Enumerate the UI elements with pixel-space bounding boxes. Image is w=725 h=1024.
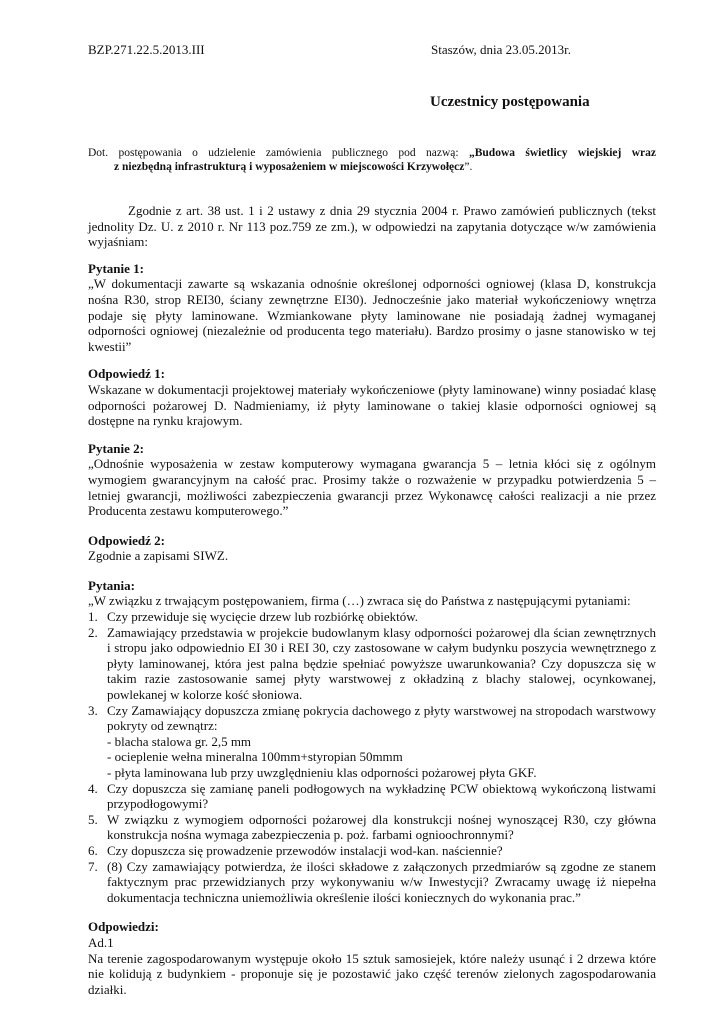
answer-label: Ad.1: [88, 934, 114, 950]
list-item-number: 1.: [88, 609, 98, 625]
list-item-text: Zamawiający przedstawia w projekcie budowlanym klasy odporności pożarowej dla ścian zewnętrznych i stropu jako odpowiednio EI 30 i REI 30, czy zastosowane w całym budynku poszycia wewnętrznego z płyty laminowanej, która jest palna będzie spełniać powyższe uwarunkowania? Czy dopuszcza się w takim razie zastosowanie samej płyty warstwowej z okładziną z blachy stalowej, ocynkowanej, powlekanej w kolorze kość słoniowa.: [107, 624, 656, 703]
list-item-number: 2.: [88, 624, 98, 640]
list-item-number: 3.: [88, 702, 98, 718]
list-item-text: Czy Zamawiający dopuszcza zmianę pokrycia dachowego z płyty warstwowej na stropodach warstwowy pokryty od zewnątrz:: [107, 702, 656, 734]
questions-list: [88, 609, 656, 905]
list-subitem: - płyta laminowana lub przy uwzględnieniu klas odporności pożarowej płyta GKF.: [107, 765, 537, 780]
question-1-heading: Pytanie 1:: [88, 260, 144, 276]
document-title: Uczestnicy postępowania: [430, 94, 590, 110]
list-item: [88, 703, 656, 781]
list-item-number: 5.: [88, 811, 98, 827]
answer-2-heading: Odpowiedź 2:: [88, 532, 165, 548]
list-item-text: Czy dopuszcza się zamianę paneli podłogowych na wykładzinę PCW obiektową wykończoną listwami przypodłogowymi?: [107, 780, 656, 812]
list-item: [88, 843, 656, 859]
list-item-text: (8) Czy zamawiający potwierdza, że ilości składowe z załączonych przedmiarów są zgodne ze stanem faktycznym prac przewidzianych przy wykonywaniu w/w Inwestycji? Zwracamy uwagę iż niepełna dokumentacja techniczna uniemożliwia określenie ilości koniecznych do wykonania prac.”: [107, 858, 656, 905]
subject-label: Dot. postępowania o udzielenie zamówienia publicznego pod nazwą:: [88, 147, 469, 159]
subject-block: [88, 146, 656, 174]
list-item-number: 4.: [88, 780, 98, 796]
subject-name-line2: z niezbędną infrastrukturą i wyposażeniem w miejscowości Krzywołęcz: [114, 161, 465, 173]
answer-2-text: Zgodnie a zapisami SIWZ.: [88, 548, 229, 564]
questions-heading: Pytania:: [88, 577, 135, 593]
list-item-text: W związku z wymogiem odporności pożarowej dla konstrukcji nośnej wynoszącej R30, czy główna konstrukcja nośna wymaga zabezpieczenia p. poż. farbami ognioochronnymi?: [107, 811, 656, 843]
list-item: [88, 609, 656, 625]
question-2-heading: Pytanie 2:: [88, 440, 144, 456]
reference-number: BZP.271.22.5.2013.III: [88, 42, 205, 57]
list-item-text: Czy przewiduje się wycięcie drzew lub rozbiórkę obiektów.: [107, 609, 419, 625]
question-2-text: „Odnośnie wyposażenia w zestaw komputerowy wymagana gwarancja 5 – letnia kłóci się z ogólnym wymogiem gwarancyjnym na całość prac. Prosimy także o rozważenie w przypadku potwierdzenia 5 – letniej gwarancji, możliwości zabezpieczenia gwarancji przez Wykonawcę całości realizacji a nie przez Producenta zestawu komputerowego.”: [88, 456, 656, 519]
answer-1-heading: Odpowiedź 1:: [88, 366, 165, 382]
list-item-number: 7.: [88, 858, 98, 874]
answers-heading: Odpowiedzi:: [88, 919, 159, 935]
intro-paragraph: Zgodnie z art. 38 ust. 1 i 2 ustawy z dnia 29 stycznia 2004 r. Prawo zamówień publicznych (tekst jednolity Dz. U. z 2010 r. Nr 113 poz.759 ze zm.), w odpowiedzi na zapytania dotyczące w/w zamówienia wyjaśniam:: [88, 203, 656, 250]
answer-1-text: Wskazane w dokumentacji projektowej materiały wykończeniowe (płyty laminowane) winny posiadać klasę odporności pożarowej D. Nadmieniamy, iż płyty laminowane o takiej klasie odporności ogniowej są dostępne na rynku krajowym.: [88, 381, 656, 429]
list-item: [88, 859, 656, 906]
list-subitem: - ocieplenie wełna mineralna 100mm+styropian 50mmm: [107, 749, 403, 765]
list-item: [88, 781, 656, 812]
list-item: [88, 625, 656, 703]
subject-end: ”.: [464, 161, 473, 173]
answer-text: Na terenie zagospodarowanym występuje około 15 sztuk samosiejek, które należy usunąć i 2 drzewa które nie kolidują z budynkiem - proponuje się je pozostawić jako część terenów zielonych zagospodarowania działki.: [88, 950, 656, 997]
document-body: [88, 146, 656, 997]
questions-intro: „W związku z trwającym postępowaniem, firma (…) zwraca się do Państwa z następującymi pytaniami:: [88, 593, 631, 609]
list-item-text: Czy dopuszcza się prowadzenie przewodów instalacji wod-kan. naściennie?: [107, 842, 503, 858]
list-subitem: - blacha stalowa gr. 2,5 mm: [107, 733, 252, 749]
place-date: Staszów, dnia 23.05.2013r.: [431, 42, 571, 57]
list-item-number: 6.: [88, 842, 98, 858]
list-item: [88, 812, 656, 843]
subject-name-line1: „Budowa świetlicy wiejskiej wraz: [468, 147, 656, 159]
question-1-text: „W dokumentacji zawarte są wskazania odnośnie określonej odporności ogniowej (klasa D, konstrukcja nośna R30, strop REI30, ściany zewnętrzne EI30). Jednocześnie jako materiał wykończeniowy wnętrza podaje się płyty laminowane. Wzmiankowane płyty laminowane nie posiadają żadnej wymaganej odporności ogniowej (niezależnie od producenta tego materiału). Bardzo prosimy o jasne stanowisko w tej kwestii”: [88, 276, 656, 354]
